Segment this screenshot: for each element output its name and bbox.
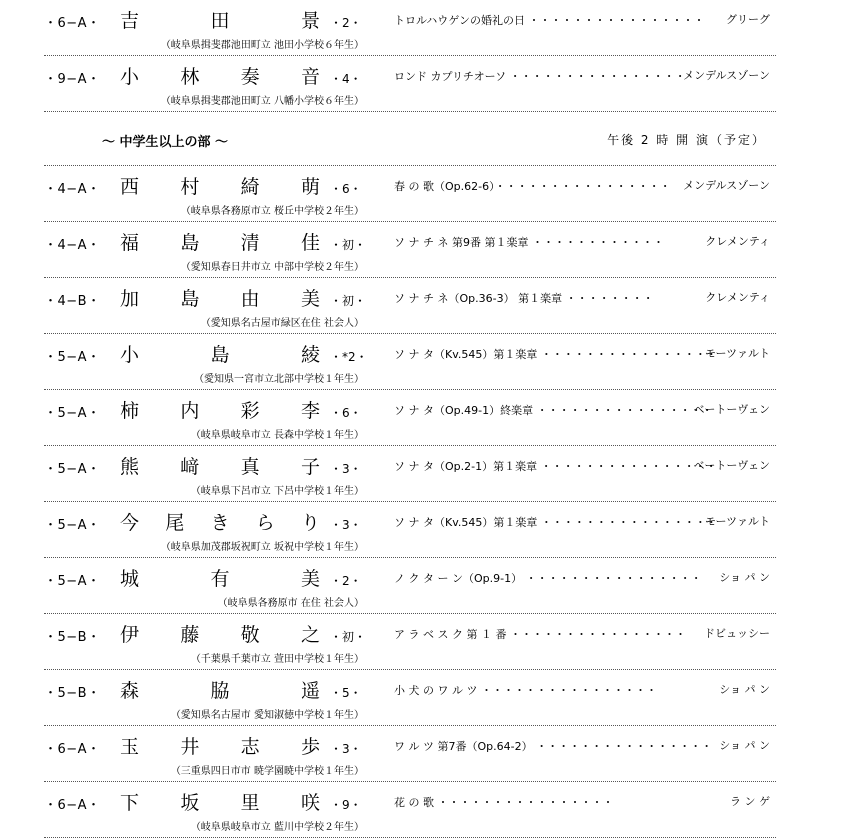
name-char: 咲 <box>300 792 320 814</box>
composer: ショ パ ン <box>719 683 770 696</box>
name-char: 城 <box>120 568 140 590</box>
performer-name <box>120 62 320 89</box>
performer-name <box>120 788 320 815</box>
piece-title: ソ ナ タ（Kv.545）第１楽章 ・・・・・・・・・・・・・・・・ <box>394 348 717 361</box>
grade-mark: ・初・ <box>330 238 367 252</box>
name-char: 下 <box>120 792 140 814</box>
program-entry <box>44 56 776 112</box>
entry-code: ・6−A・ <box>44 742 101 757</box>
name-char: 森 <box>120 680 140 702</box>
grade-mark: ・*2・ <box>330 350 368 364</box>
name-char: 彩 <box>240 400 260 422</box>
composer: メンデルスゾーン <box>683 179 770 192</box>
composer: グリーグ <box>726 13 770 26</box>
name-char: 伊 <box>120 624 140 646</box>
entry-code: ・5−A・ <box>44 518 101 533</box>
entry-code: ・6−A・ <box>44 798 101 813</box>
performer-name <box>120 676 320 703</box>
name-char: 清 <box>240 232 260 254</box>
section-header <box>44 112 776 166</box>
performer-name <box>120 620 320 647</box>
name-char: 尾 <box>165 512 185 534</box>
piece-title: ソ ナ タ（Kv.545）第１楽章 ・・・・・・・・・・・・・・・・ <box>394 516 717 529</box>
affiliation: （岐阜県各務原市 在住 社会人） <box>217 598 364 609</box>
affiliation: （岐阜県各務原市立 桜丘中学校２年生） <box>180 206 364 217</box>
name-char: 島 <box>180 288 200 310</box>
name-char: 西 <box>120 176 140 198</box>
piece-title: ソ ナ チ ネ（Op.36-3） 第１楽章 ・・・・・・・・ <box>394 292 654 305</box>
affiliation: （愛知県名古屋市緑区在住 社会人） <box>200 318 364 329</box>
piece-title: ソ ナ チ ネ 第9番 第１楽章 ・・・・・・・・・・・・ <box>394 236 664 249</box>
affiliation: （岐阜県岐阜市立 藍川中学校２年生） <box>190 822 364 833</box>
name-char: 脇 <box>210 680 230 702</box>
piece-title: ロンド カプリチオーソ ・・・・・・・・・・・・・・・・ <box>394 70 686 83</box>
grade-mark: ・9・ <box>330 798 362 812</box>
affiliation: （岐阜県揖斐郡池田町立 池田小学校６年生） <box>160 40 364 51</box>
name-char: 李 <box>300 400 320 422</box>
affiliation: （岐阜県加茂郡坂祝町立 坂祝中学校１年生） <box>160 542 364 553</box>
name-char: 敬 <box>240 624 260 646</box>
entry-code: ・5−A・ <box>44 406 101 421</box>
grade-mark: ・初・ <box>330 630 367 644</box>
piece-title: ワ ル ツ 第7番（Op.64-2） ・・・・・・・・・・・・・・・・ <box>394 740 713 753</box>
grade-mark: ・初・ <box>330 294 367 308</box>
section-start-time: 午後 2 時 開 演（予定） <box>607 133 766 147</box>
name-char: 音 <box>300 66 320 88</box>
name-char: 島 <box>180 232 200 254</box>
grade-mark: ・3・ <box>330 462 362 476</box>
name-char: 井 <box>180 736 200 758</box>
name-char: 柿 <box>120 400 140 422</box>
name-char: 今 <box>120 512 140 534</box>
entry-code: ・4−A・ <box>44 238 101 253</box>
name-char: 綾 <box>300 344 320 366</box>
affiliation: （岐阜県下呂市立 下呂中学校１年生） <box>190 486 364 497</box>
composer: モーツァルト <box>704 515 770 528</box>
composer: ベートーヴェン <box>693 459 770 472</box>
performer-name <box>120 340 320 367</box>
program-entry <box>44 502 776 558</box>
name-char: 綺 <box>240 176 260 198</box>
entry-code: ・5−A・ <box>44 462 101 477</box>
name-char: 萌 <box>300 176 320 198</box>
affiliation: （岐阜県揖斐郡池田町立 八幡小学校６年生） <box>160 96 364 107</box>
name-char: 美 <box>300 288 320 310</box>
affiliation: （三重県四日市市 暁学園暁中学校１年生） <box>170 766 364 777</box>
performer-name <box>120 564 320 591</box>
name-char: 有 <box>210 568 230 590</box>
name-char: 歩 <box>300 736 320 758</box>
performer-name <box>120 732 320 759</box>
performer-name <box>120 172 320 199</box>
piece-title: ソ ナ タ（Op.49-1）終楽章 ・・・・・・・・・・・・・・・・ <box>394 404 713 417</box>
program-entry <box>44 558 776 614</box>
grade-mark: ・2・ <box>330 574 362 588</box>
name-char: 里 <box>240 792 260 814</box>
program-entry <box>44 446 776 502</box>
name-char: 真 <box>240 456 260 478</box>
name-char: 之 <box>300 624 320 646</box>
performer-name <box>120 6 320 33</box>
composer: モーツァルト <box>704 347 770 360</box>
program-entry <box>44 222 776 278</box>
grade-mark: ・3・ <box>330 742 362 756</box>
name-char: 内 <box>180 400 200 422</box>
composer: ドビュッシー <box>704 627 770 640</box>
program-entry <box>44 614 776 670</box>
name-char: 吉 <box>120 10 140 32</box>
affiliation: （愛知県春日井市立 中部中学校２年生） <box>180 262 364 273</box>
performer-name <box>120 508 320 535</box>
name-char: 藤 <box>180 624 200 646</box>
piece-title: ア ラ ベ ス ク 第 １ 番 ・・・・・・・・・・・・・・・・ <box>394 628 686 641</box>
name-char: 美 <box>300 568 320 590</box>
name-char: 子 <box>300 456 320 478</box>
composer: ショ パ ン <box>719 739 770 752</box>
program-entry <box>44 782 776 838</box>
entry-code: ・9−A・ <box>44 72 101 87</box>
program-entry <box>44 726 776 782</box>
grade-mark: ・6・ <box>330 182 362 196</box>
section-title: 〜 中学生以上の部 〜 <box>102 135 229 150</box>
entry-code: ・5−B・ <box>44 630 101 645</box>
name-char: 志 <box>240 736 260 758</box>
name-char: 加 <box>120 288 140 310</box>
grade-mark: ・6・ <box>330 406 362 420</box>
piece-title: 小 犬 の ワ ル ツ ・・・・・・・・・・・・・・・・ <box>394 684 657 697</box>
piece-title: トロルハウゲンの婚礼の日 ・・・・・・・・・・・・・・・・ <box>394 14 705 27</box>
program-entry <box>44 166 776 222</box>
name-char: 熊 <box>120 456 140 478</box>
composer: クレメンティ <box>705 291 770 304</box>
name-char: 村 <box>180 176 200 198</box>
piece-title: ノ ク タ ー ン（Op.9-1） ・・・・・・・・・・・・・・・・ <box>394 572 702 585</box>
affiliation: （愛知県一宮市立北部中学校１年生） <box>194 374 364 385</box>
affiliation: （千葉県千葉市立 萱田中学校１年生） <box>190 654 364 665</box>
entry-code: ・4−A・ <box>44 182 101 197</box>
composer: ショ パ ン <box>719 571 770 584</box>
piece-title: 花 の 歌 ・・・・・・・・・・・・・・・・ <box>394 796 614 809</box>
name-char: 小 <box>120 344 140 366</box>
grade-mark: ・5・ <box>330 686 362 700</box>
performer-name <box>120 284 320 311</box>
piece-title: 春 の 歌（Op.62-6）・・・・・・・・・・・・・・・・ <box>394 180 671 193</box>
name-char: 島 <box>210 344 230 366</box>
performer-name <box>120 452 320 479</box>
program-entry <box>44 278 776 334</box>
program-entry <box>44 670 776 726</box>
name-char: 佳 <box>300 232 320 254</box>
composer: ラ ン ゲ <box>730 795 770 808</box>
grade-mark: ・2・ <box>330 16 362 30</box>
composer: ベートーヴェン <box>693 403 770 416</box>
affiliation: （岐阜県岐阜市立 長森中学校１年生） <box>190 430 364 441</box>
entry-code: ・5−B・ <box>44 686 101 701</box>
program-entry <box>44 334 776 390</box>
name-char: 坂 <box>180 792 200 814</box>
affiliation: （愛知県名古屋市 愛知淑徳中学校１年生） <box>170 710 364 721</box>
entry-code: ・5−A・ <box>44 574 101 589</box>
program-entry <box>44 390 776 446</box>
grade-mark: ・4・ <box>330 72 362 86</box>
composer: メンデルスゾーン <box>683 69 770 82</box>
piece-title: ソ ナ タ（Op.2-1）第１楽章 ・・・・・・・・・・・・・・・・ <box>394 460 717 473</box>
name-char: 田 <box>210 10 230 32</box>
name-char: 奏 <box>240 66 260 88</box>
name-char: 景 <box>300 10 320 32</box>
name-char: り <box>300 512 320 534</box>
name-char: 林 <box>180 66 200 88</box>
composer: クレメンティ <box>705 235 770 248</box>
entry-code: ・6−A・ <box>44 16 101 31</box>
name-char: 﨑 <box>180 456 200 478</box>
name-char: 遥 <box>300 680 320 702</box>
name-char: き <box>210 512 230 534</box>
performer-name <box>120 228 320 255</box>
name-char: 福 <box>120 232 140 254</box>
entry-code: ・4−B・ <box>44 294 101 309</box>
performer-name <box>120 396 320 423</box>
name-char: 玉 <box>120 736 140 758</box>
entry-code: ・5−A・ <box>44 350 101 365</box>
name-char: ら <box>255 512 275 534</box>
name-char: 由 <box>240 288 260 310</box>
program-entry <box>44 0 776 56</box>
name-char: 小 <box>120 66 140 88</box>
grade-mark: ・3・ <box>330 518 362 532</box>
